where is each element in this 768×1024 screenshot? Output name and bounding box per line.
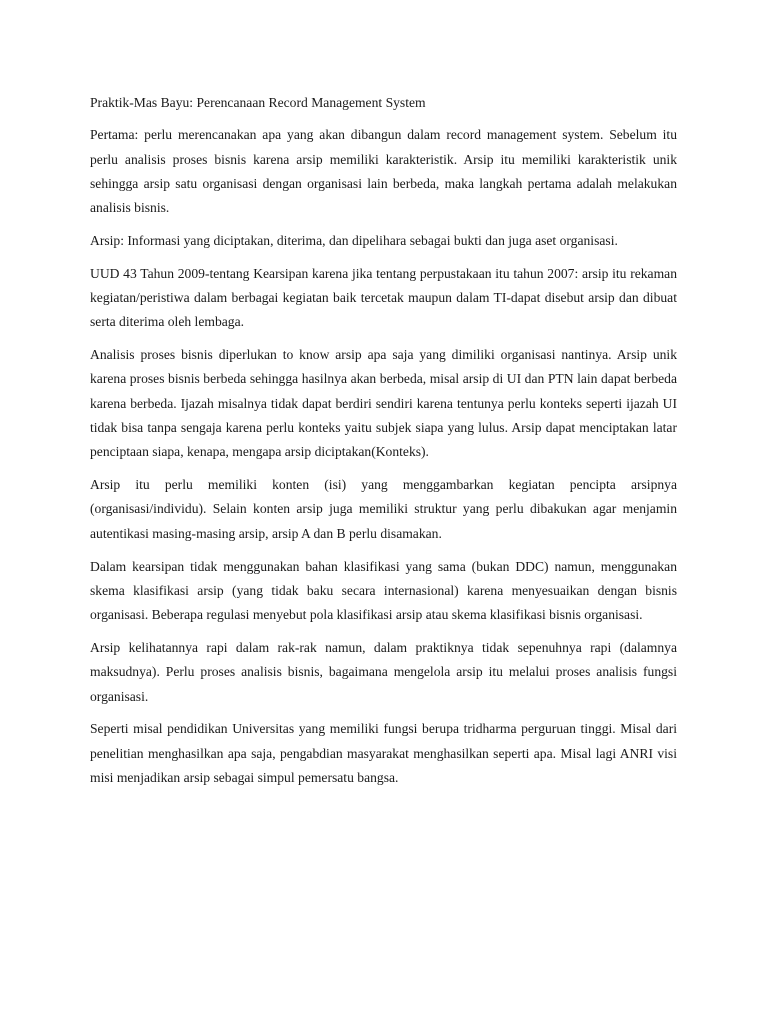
paragraph-3: UUD 43 Tahun 2009-tentang Kearsipan karena jika tentang perpustakaan itu tahun 2007: arsip itu rekaman kegiatan/peristiwa dalam berbagai kegiatan baik tercetak maupun dalam TI-dapat disebut arsip dan dibuat serta diterima oleh lembaga. <box>90 265 677 330</box>
paragraph-2: Arsip: Informasi yang diciptakan, diterima, dan dipelihara sebagai bukti dan juga aset organisasi. <box>90 232 618 248</box>
paragraph-1: Pertama: perlu merencanakan apa yang akan dibangun dalam record management system. Sebelum itu perlu analisis proses bisnis karena arsip memiliki karakteristik. Arsip itu memiliki karakteristik unik sehingga arsip satu organisasi dengan organisasi lain berbeda, maka langkah pertama adalah melakukan analisis bisnis. <box>90 127 677 216</box>
paragraph-7: Arsip kelihatannya rapi dalam rak-rak namun, dalam praktiknya tidak sepenuhnya rapi (dalamnya maksudnya). Perlu proses analisis bisnis, bagaimana mengelola arsip itu melalui proses analisis fungsi organisasi. <box>90 639 677 704</box>
paragraph-4: Analisis proses bisnis diperlukan to know arsip apa saja yang dimiliki organisasi nantinya. Arsip unik karena proses bisnis berbeda sehingga hasilnya akan berbeda, misal arsip di UI dan PTN lain dapat berbeda karena berbeda. Ijazah misalnya tidak dapat berdiri sendiri karena tentunya perlu konteks seperti ijazah UI tidak bisa tanpa sengaja karena perlu konteks yaitu subjek siapa yang lulus. Arsip dapat menciptakan latar penciptaan siapa, kenapa, mengapa arsip diciptakan(Konteks). <box>90 347 677 460</box>
paragraph-8: Seperti misal pendidikan Universitas yang memiliki fungsi berupa tridharma perguruan tinggi. Misal dari penelitian menghasilkan apa saja, pengabdian masyarakat menghasilkan seperti apa. Misal lagi ANRI visi misi menjadikan arsip sebagai simpul pemersatu bangsa. <box>90 721 677 785</box>
paragraph-6: Dalam kearsipan tidak menggunakan bahan klasifikasi yang sama (bukan DDC) namun, menggunakan skema klasifikasi arsip (yang tidak baku secara internasional) karena menyesuaikan dengan bisnis organisasi. Beberapa regulasi menyebut pola klasifikasi arsip atau skema klasifikasi bisnis organisasi. <box>90 558 677 623</box>
document-title: Praktik-Mas Bayu: Perencanaan Record Management System <box>90 95 426 110</box>
document-page <box>90 91 677 799</box>
paragraph-5: Arsip itu perlu memiliki konten (isi) yang menggambarkan kegiatan pencipta arsipnya (organisasi/individu). Selain konten arsip juga memiliki struktur yang perlu dibakukan agar menjamin autentikasi masing-masing arsip, arsip A dan B perlu disamakan. <box>90 477 677 541</box>
